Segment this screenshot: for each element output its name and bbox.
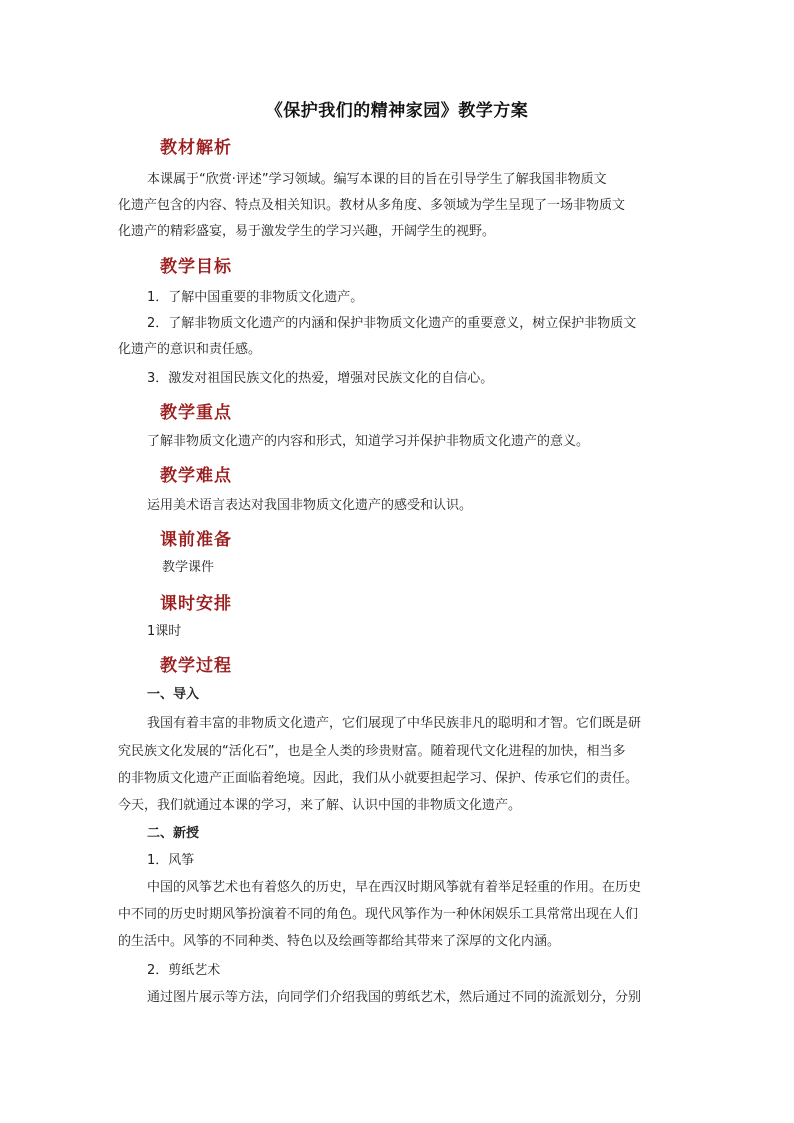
paragraph-line: 的生活中。风筝的不同种类、特色以及绘画等都给其带来了深厚的文化内涵。	[118, 934, 561, 949]
goal-item: 1．了解中国重要的非物质文化遗产。	[147, 290, 364, 305]
paragraph-line: 化遗产的精彩盛宴，易于激发学生的学习兴趣，开阔学生的视野。	[118, 224, 496, 239]
paragraph-line: 1课时	[147, 624, 182, 639]
paragraph-line: 中不同的历史时期风筝扮演着不同的角色。现代风筝作为一种休闲娱乐工具常常出现在人们	[118, 907, 639, 922]
paragraph-line: 的非物质文化遗产正面临着绝境。因此，我们从小就要担起学习、保护、传承它们的责任。	[118, 771, 639, 786]
section-heading-preparation: 课前准备	[160, 530, 232, 550]
paragraph-line: 究民族文化发展的“活化石”，也是全人类的珍贵财富。随着现代文化进程的加快，相当多	[118, 744, 626, 759]
item-title-kite: 1．风筝	[147, 853, 195, 868]
paragraph-line: 化遗产包含的内容、特点及相关知识。教材从多角度、多领域为学生呈现了一场非物质文	[118, 198, 626, 213]
paragraph-line: 了解非物质文化遗产的内容和形式，知道学习并保护非物质文化遗产的意义。	[147, 434, 590, 449]
paragraph-line: 今天，我们就通过本课的学习，来了解、认识中国的非物质文化遗产。	[118, 798, 522, 813]
paragraph-line: 通过图片展示等方法，向同学们介绍我国的剪纸艺术，然后通过不同的流派划分，分别	[147, 990, 642, 1005]
goal-item: 2．了解非物质文化遗产的内涵和保护非物质文化遗产的重要意义，树立保护非物质文	[147, 316, 637, 331]
paragraph-line: 中国的风筝艺术也有着悠久的历史，早在西汉时期风筝就有着举足轻重的作用。在历史	[147, 880, 642, 895]
subsection-title-intro: 一、导入	[147, 687, 200, 702]
section-heading-analysis: 教材解析	[160, 138, 232, 158]
section-heading-key-points: 教学重点	[160, 403, 232, 423]
section-heading-goals: 教学目标	[160, 257, 232, 277]
paragraph-line: 本课属于“欣赏·评述”学习领域。编写本课的目的旨在引导学生了解我国非物质文	[147, 172, 607, 187]
item-title-paper-cutting: 2．剪纸艺术	[147, 963, 221, 978]
section-heading-difficulties: 教学难点	[160, 466, 232, 486]
document-title: 《保护我们的精神家园》教学方案	[265, 101, 529, 121]
goal-item: 化遗产的意识和责任感。	[118, 342, 262, 357]
subsection-title-new-lesson: 二、新授	[147, 826, 200, 841]
section-heading-schedule: 课时安排	[160, 594, 232, 614]
paragraph-line: 运用美术语言表达对我国非物质文化遗产的感受和认识。	[147, 498, 473, 513]
section-heading-process: 教学过程	[160, 656, 232, 676]
goal-item: 3．激发对祖国民族文化的热爱，增强对民族文化的自信心。	[147, 371, 494, 386]
paragraph-line: 我国有着丰富的非物质文化遗产，它们展现了中华民族非凡的聪明和才智。它们既是研	[147, 716, 642, 731]
paragraph-line: 教学课件	[162, 560, 215, 575]
